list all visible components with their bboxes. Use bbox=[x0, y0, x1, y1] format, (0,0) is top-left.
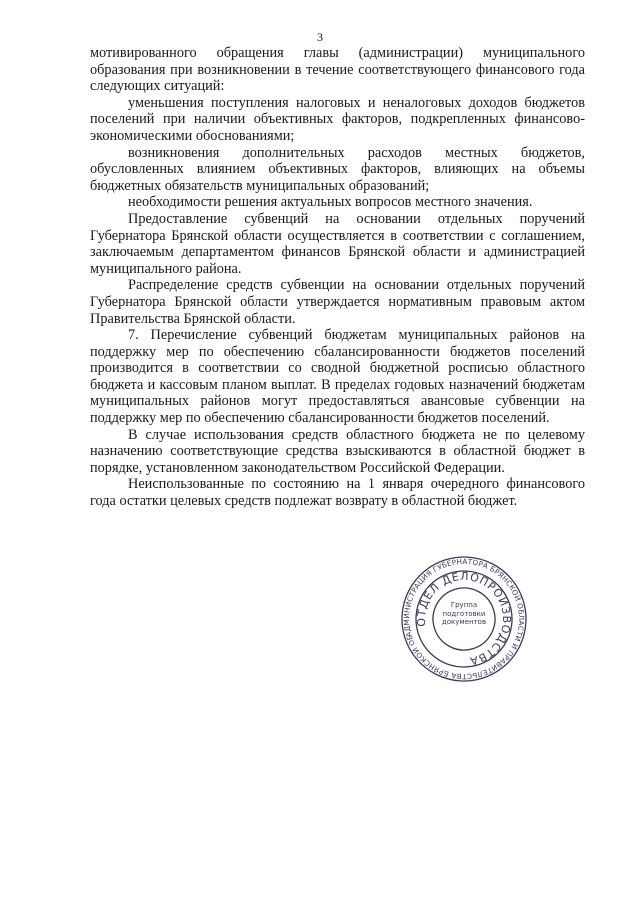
paragraph-continuation: мотивированного обращения главы (администрации) муниципального образования при возникновении в течение соответствующего финансового года следующих ситуаций: bbox=[90, 45, 585, 95]
paragraph-list-item-1: уменьшения поступления налоговых и неналоговых доходов бюджетов поселений при наличии объективных факторов, подкрепленных финансово-экономическими обоснованиями; bbox=[90, 94, 585, 144]
document-body bbox=[90, 45, 585, 510]
seal-outer-text: АДМИНИСТРАЦИЯ ГУБЕРНАТОРА БРЯНСКОЙ ОБЛАСТИ И ПРАВИТЕЛЬСТВА БРЯНСКОЙ ОБЛАСТИ bbox=[401, 556, 527, 682]
seal-inner-text: ОТДЕЛ ДЕЛОПРОИЗВОДСТВА bbox=[414, 569, 514, 668]
paragraph-subvention-provision: Предоставление субвенций на основании отдельных поручений Губернатора Брянской области осуществляется в соответствии с соглашением, заключаемым департаментом финансов Брянской области и администрацией муниципального района. bbox=[90, 210, 585, 277]
paragraph-subvention-distribution: Распределение средств субвенции на основании отдельных поручений Губернатора Брянской области утверждается нормативным правовым актом Правительства Брянской области. bbox=[90, 277, 585, 327]
paragraph-item-7: 7. Перечисление субвенций бюджетам муниципальных районов на поддержку мер по обеспечению сбалансированности бюджетов поселений производится в соответствии со сводной бюджетной росписью областного бюджета и кассовым планом выплат. В пределах годовых назначений бюджетам муниципальных районов могут предоставляться авансовые субвенции на поддержку мер по обеспечению сбалансированности бюджетов поселений. bbox=[90, 327, 585, 427]
department-seal bbox=[400, 555, 528, 683]
page-number: 3 bbox=[317, 30, 323, 44]
paragraph-list-item-2: возникновения дополнительных расходов местных бюджетов, обусловленных влиянием объективных факторов, влияющих на объемы бюджетных обязательств муниципальных образований; bbox=[90, 144, 585, 194]
paragraph-unused-funds: Неиспользованные по состоянию на 1 января очередного финансового года остатки целевых средств подлежат возврату в областной бюджет. bbox=[90, 476, 585, 510]
seal-center-text: Группа подготовки документов bbox=[441, 601, 487, 626]
paragraph-misuse: В случае использования средств областного бюджета не по целевому назначению соответствующие средства взыскиваются в областной бюджет в порядке, установленном законодательством Российской Федерации. bbox=[90, 426, 585, 476]
seal-graphic bbox=[400, 555, 528, 683]
paragraph-list-item-3: необходимости решения актуальных вопросов местного значения. bbox=[128, 194, 533, 211]
